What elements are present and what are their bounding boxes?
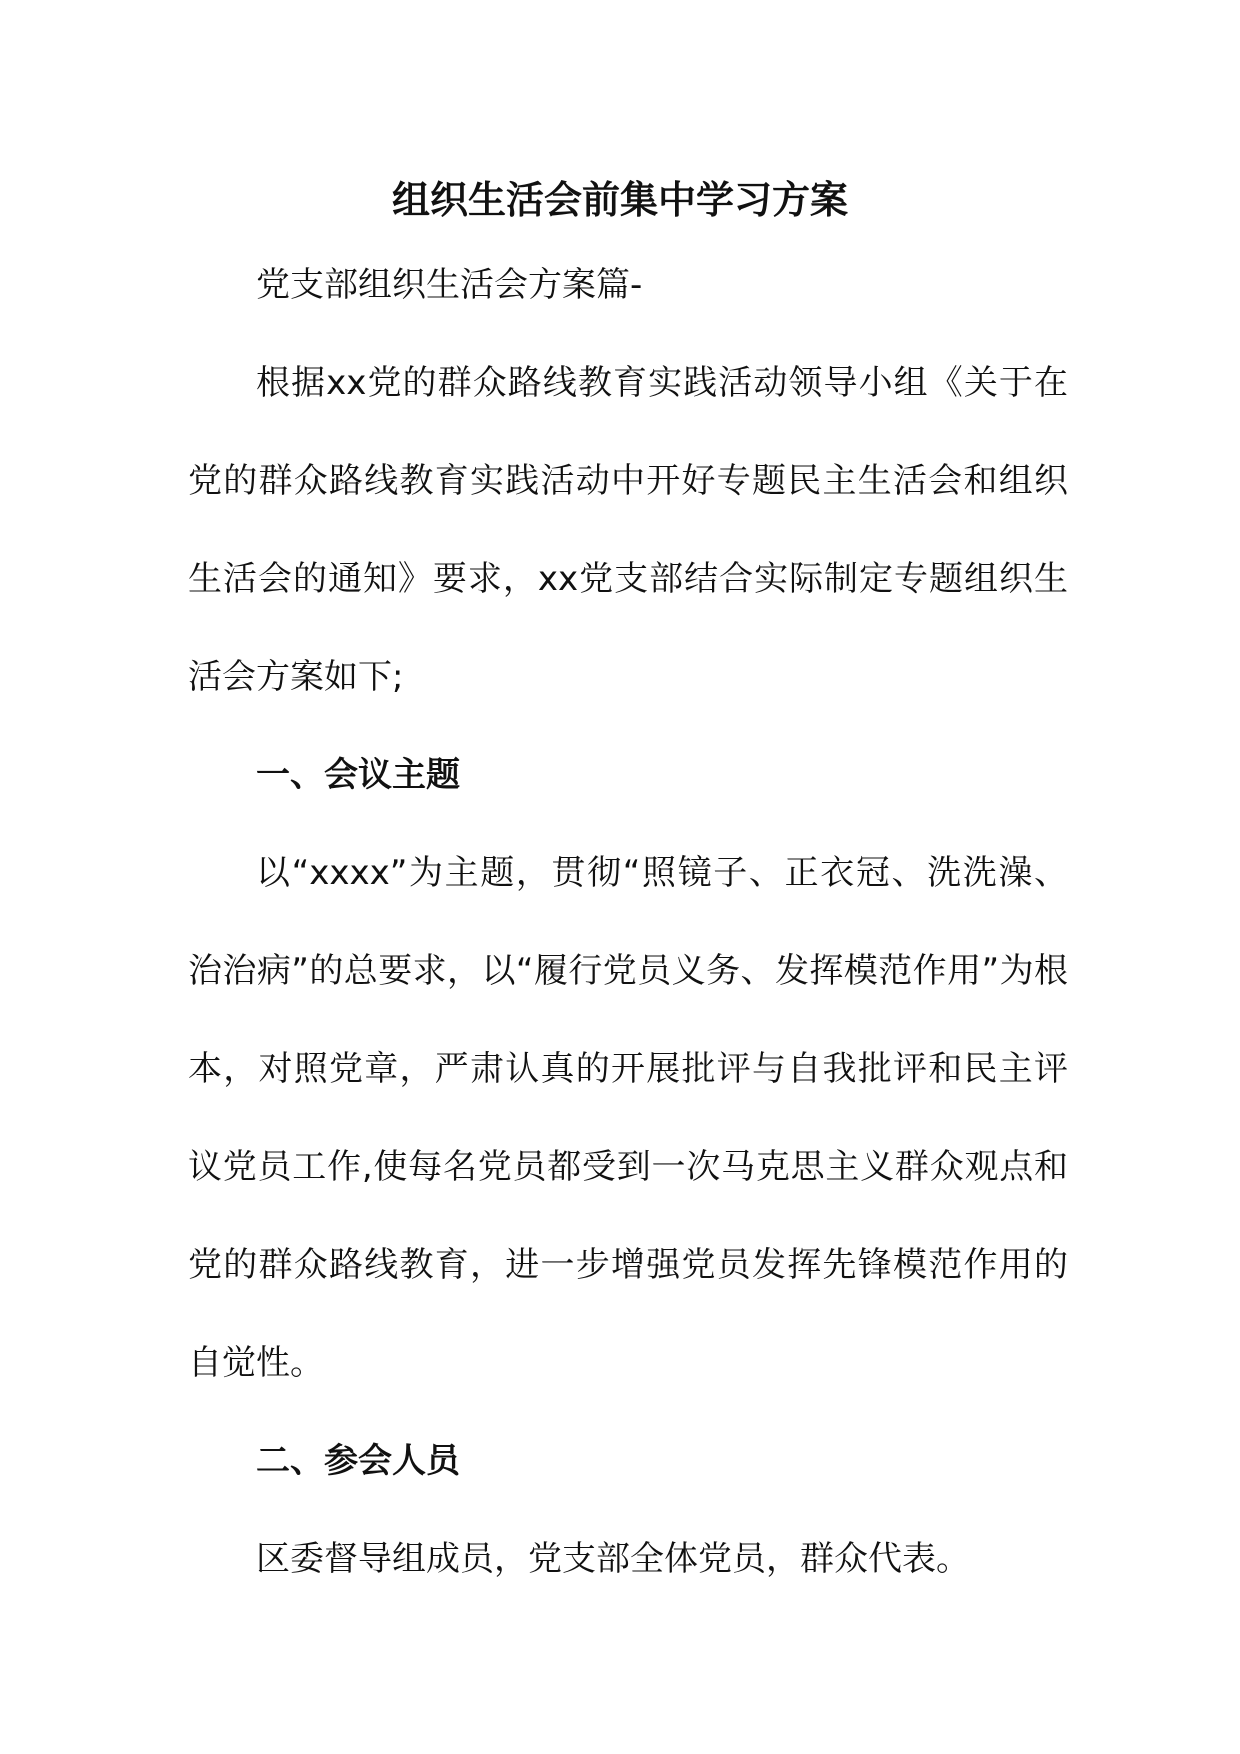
paragraph-attendees: 区委督导组成员，党支部全体党员，群众代表。: [256, 1539, 970, 1579]
paragraph-theme: 以“xxxx”为主题，贯彻“照镜子、正衣冠、洗洗澡、治治病”的总要求，以“履行党员义务、发挥模范作用”为根本，对照党章，严肃认真的开展批评与自我批评和民主评议党员工作,使每名党员都受到一次马克思主义群众观点和党的群众路线教育，进一步增强党员发挥先锋模范作用的自觉性。: [188, 853, 1068, 1383]
section-heading-theme: 一、会议主题: [256, 755, 460, 795]
paragraph-basis: 根据xx党的群众路线教育实践活动领导小组《关于在党的群众路线教育实践活动中开好专题民主生活会和组织生活会的通知》要求，xx党支部结合实际制定专题组织生活会方案如下;: [188, 363, 1068, 697]
document-title: 组织生活会前集中学习方案: [391, 178, 848, 222]
document-body: [188, 236, 1068, 1608]
section-heading-attendees: 二、参会人员: [256, 1441, 460, 1481]
section-intro-label: 党支部组织生活会方案篇-: [256, 265, 643, 305]
